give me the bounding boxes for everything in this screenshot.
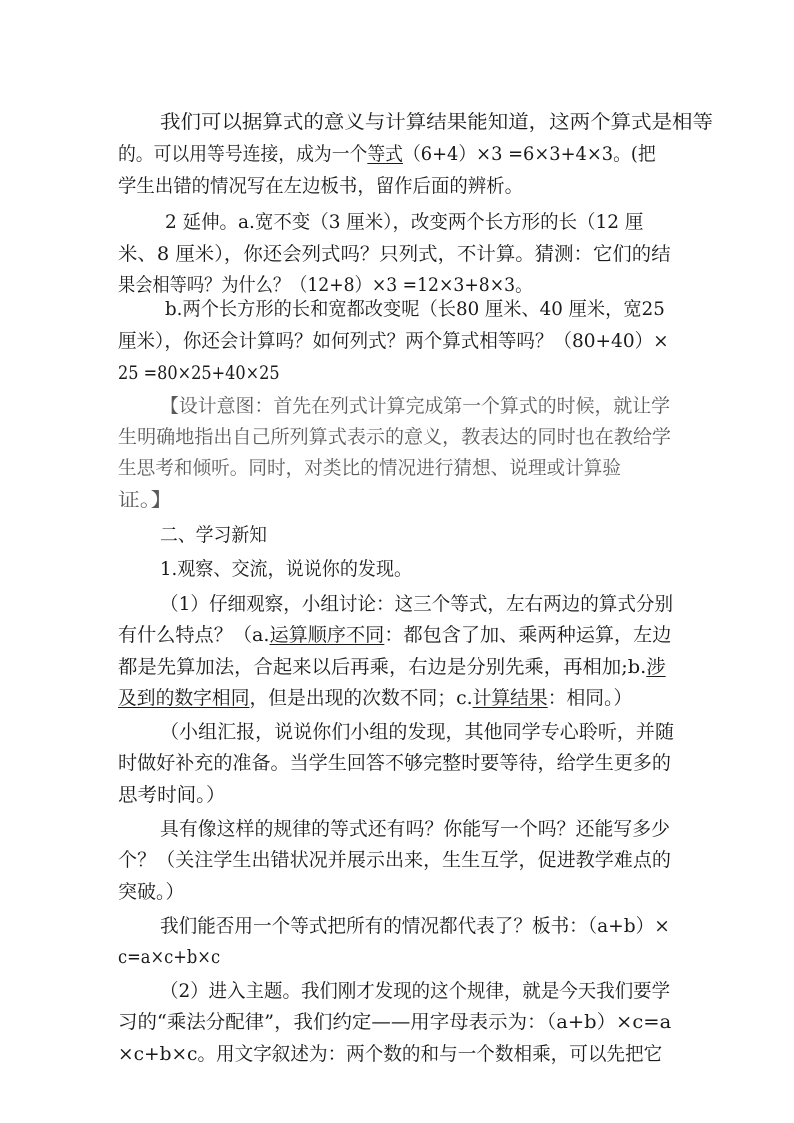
text-run: 【设计意图：首先在列式计算完成第一个算式的时候，就让学: [160, 395, 671, 417]
paragraph-line: [118, 751, 671, 775]
text-run: 厘米），你还会计算吗？如何列式？两个算式相等吗？（80+40）×: [118, 330, 669, 352]
paragraph-line: [118, 488, 172, 512]
text-run: 习的“乘法分配律”，我们约定——用字母表示为：（a+b）×c=a: [118, 1011, 672, 1033]
paragraph-line: [160, 394, 670, 418]
paragraph-line: [160, 979, 670, 1003]
text-run: 1.观察、交流，说说你的发现。: [160, 558, 413, 580]
paragraph-line: [118, 655, 666, 679]
text-run: 突破。）: [118, 881, 185, 903]
paragraph-line: [118, 880, 185, 904]
paragraph-line: [160, 557, 412, 581]
text-run: 2 延伸。a.宽不变（3 厘米），改变两个长方形的长（12 厘: [165, 211, 644, 233]
paragraph-line: [118, 686, 632, 710]
paragraph-line: [118, 425, 671, 449]
text-run: 米、8 厘米），你还会列式吗？只列式，不计算。猜测：它们的结: [118, 243, 671, 265]
text-run: 我们可以据算式的意义与计算结果能知道，这两个算式是相等: [160, 111, 714, 133]
paragraph-line: [160, 914, 670, 938]
text-run: （1）仔细观察，小组讨论：这三个等式，左右两边的算式分别: [160, 593, 674, 615]
text-run: c=a×c+b×c: [118, 946, 221, 968]
text-run: 个？（关注学生出错状况并展示出来，生生互学，促进教学难点的: [118, 849, 671, 871]
text-run: 的。可以用等号连接，成为一个: [118, 143, 368, 165]
paragraph-line: [118, 142, 656, 166]
text-run: 25 =80×25+40×25: [118, 362, 280, 384]
text-run: 都是先算加法，合起来以后再乘，右边是分别先乘，再相加;b.: [118, 656, 647, 678]
underlined-term: 运算顺序不同: [269, 624, 385, 646]
paragraph-line: [160, 720, 674, 744]
paragraph-line: [118, 1010, 671, 1034]
paragraph-line: [165, 297, 665, 321]
paragraph-line: [118, 361, 280, 385]
paragraph-line: [118, 242, 671, 266]
paragraph-line: [160, 110, 713, 134]
paragraph-line: [118, 623, 671, 647]
text-run: （6+4）×3 =6×3+4×3。(把: [402, 143, 656, 165]
text-run: 二、学习新知: [160, 524, 268, 546]
paragraph-line: [165, 210, 643, 234]
text-run: 果会相等吗？为什么？（12+8）×3 =12×3+8×3。: [118, 274, 533, 296]
text-run: 生思考和倾听。同时，对类比的情况进行猜想、说理或计算验: [118, 457, 622, 479]
underlined-term: 计算结果: [472, 687, 548, 709]
underlined-term: 涉: [646, 656, 666, 678]
paragraph-line: [118, 456, 621, 480]
text-run: 思考时间。）: [118, 784, 226, 806]
paragraph-line: [160, 523, 267, 547]
underlined-term: 及到的数字相同: [118, 687, 250, 709]
text-run: 具有像这样的规律的等式还有吗？你能写一个吗？还能写多少: [160, 818, 671, 840]
text-run: 我们能否用一个等式把所有的情况都代表了？板书：（a+b）×: [160, 915, 670, 937]
text-run: 证。】: [118, 489, 173, 511]
text-run: b.两个长方形的长和宽都改变呢（长80 厘米、40 厘米，宽25: [165, 298, 665, 320]
paragraph-line: [118, 848, 671, 872]
paragraph-line: [118, 783, 226, 807]
text-run: 有什么特点？（a.: [118, 624, 270, 646]
text-run: ：都包含了加、乘两种运算，左边: [384, 624, 672, 646]
paragraph-line: [160, 592, 673, 616]
text-run: 生明确地指出自己所列算式表示的意义，教表达的同时也在教给学: [118, 426, 671, 448]
text-run: （2）进入主题。我们刚才发现的这个规律，就是今天我们要学: [160, 980, 671, 1002]
paragraph-line: [118, 273, 532, 297]
text-run: 时做好补充的准备。当学生回答不够完整时要等待，给学生更多的: [118, 752, 671, 774]
text-run: ×c+b×c。用文字叙述为：两个数的和与一个数相乘，可以先把它: [118, 1043, 663, 1065]
paragraph-line: [118, 174, 523, 198]
text-run: ，但是出现的次数不同；c.: [249, 687, 473, 709]
text-run: ：相同。）: [547, 687, 633, 709]
paragraph-line: [118, 329, 669, 353]
paragraph-line: [118, 945, 220, 969]
paragraph-line: [118, 1042, 662, 1066]
text-run: 学生出错的情况写在左边板书，留作后面的辨析。: [118, 175, 524, 197]
text-run: （小组汇报，说说你们小组的发现，其他同学专心聆听，并随: [160, 721, 674, 743]
paragraph-line: [160, 817, 670, 841]
underlined-term: 等式: [367, 143, 403, 165]
